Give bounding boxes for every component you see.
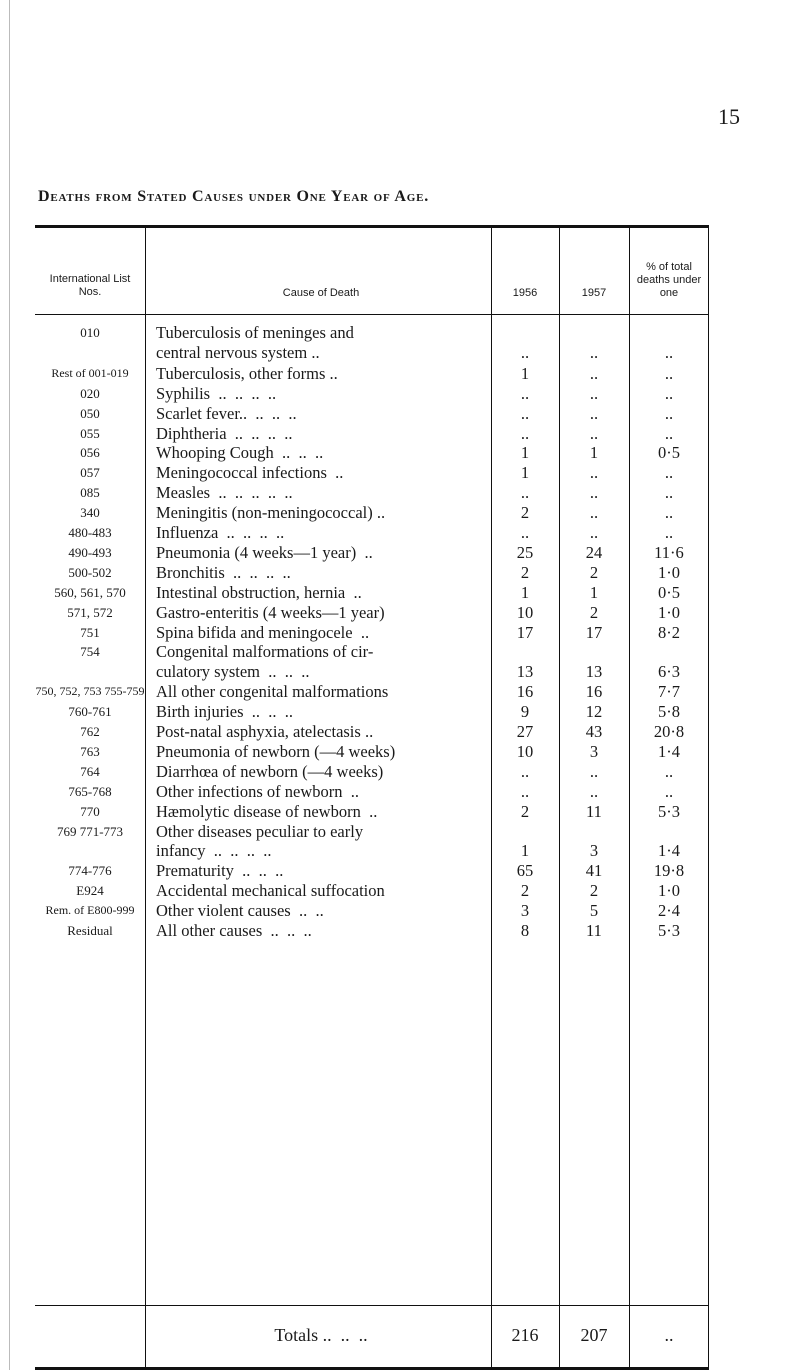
row-percent: .. bbox=[664, 423, 674, 443]
row-1957: 1 bbox=[589, 443, 599, 463]
row-cause: Congenital malformations of cir- bbox=[156, 642, 374, 662]
row-1956: 2 bbox=[520, 881, 530, 901]
header-rule bbox=[35, 314, 709, 315]
row-1956: .. bbox=[520, 761, 530, 781]
row-1957: 2 bbox=[589, 881, 599, 901]
row-cause: central nervous system .. bbox=[156, 342, 320, 362]
row-1957: 2 bbox=[589, 602, 599, 622]
row-1956: 17 bbox=[516, 622, 534, 642]
table-row bbox=[35, 583, 709, 603]
row-cause: Other violent causes .. .. bbox=[156, 901, 324, 921]
row-1956: .. bbox=[520, 523, 530, 542]
table-row bbox=[35, 782, 709, 802]
row-1956: 13 bbox=[516, 662, 534, 682]
row-1956: 9 bbox=[520, 702, 530, 722]
row-1957: 16 bbox=[585, 682, 603, 702]
table-row bbox=[35, 603, 709, 623]
row-percent: .. bbox=[664, 781, 674, 801]
row-code: E924 bbox=[76, 883, 104, 899]
table-row bbox=[35, 563, 709, 583]
row-code: 571, 572 bbox=[67, 604, 113, 620]
row-cause: Accidental mechanical suffocation bbox=[156, 881, 385, 901]
row-1957: .. bbox=[589, 423, 599, 443]
row-code: 010 bbox=[80, 325, 100, 340]
page-edge-line bbox=[9, 0, 10, 1370]
row-cause: culatory system .. .. .. bbox=[156, 662, 310, 682]
row-1957: .. bbox=[589, 463, 599, 483]
row-code: 020 bbox=[80, 385, 100, 401]
row-1957: 11 bbox=[586, 801, 602, 821]
row-code: 751 bbox=[80, 624, 100, 640]
row-cause: Diphtheria .. .. .. .. bbox=[156, 423, 293, 443]
row-code: 760-761 bbox=[68, 704, 112, 720]
row-cause: Other diseases peculiar to early bbox=[156, 821, 364, 841]
table-row bbox=[35, 424, 709, 444]
row-1957: 17 bbox=[585, 622, 603, 642]
row-cause: Tuberculosis of meninges and bbox=[156, 323, 354, 342]
row-cause: Whooping Cough .. .. .. bbox=[156, 443, 324, 463]
row-1956: .. bbox=[520, 483, 530, 503]
row-1956: 2 bbox=[520, 503, 530, 523]
row-1957: 24 bbox=[585, 542, 603, 562]
row-cause: Pneumonia (4 weeks—1 year) .. bbox=[156, 542, 373, 562]
table-row bbox=[35, 901, 709, 921]
row-cause: Prematurity .. .. .. bbox=[156, 861, 284, 881]
row-code: 480-483 bbox=[68, 525, 112, 540]
row-code: 754 bbox=[80, 644, 100, 660]
header-percent: % of total deaths under one bbox=[636, 261, 702, 299]
table-row bbox=[35, 364, 709, 384]
table-row bbox=[35, 722, 709, 742]
table-row bbox=[35, 443, 709, 463]
table-row bbox=[35, 483, 709, 503]
row-cause: Intestinal obstruction, hernia .. bbox=[156, 582, 362, 602]
row-cause: Gastro-enteritis (4 weeks—1 year) bbox=[156, 602, 385, 622]
table-row bbox=[35, 861, 709, 881]
row-cause: infancy .. .. .. .. bbox=[156, 841, 272, 861]
row-percent: 6·3 bbox=[658, 662, 680, 682]
row-cause: Bronchitis .. .. .. .. bbox=[156, 562, 291, 582]
row-percent: .. bbox=[664, 363, 674, 383]
row-percent: .. bbox=[664, 342, 674, 362]
table-row bbox=[35, 543, 709, 563]
row-1956: 1 bbox=[520, 463, 530, 483]
table-row bbox=[35, 762, 709, 782]
row-code: 750, 752, 753 755-759 bbox=[35, 684, 145, 699]
row-code: 055 bbox=[80, 425, 100, 441]
row-code: 769 771-773 bbox=[56, 823, 124, 839]
row-percent: 5·3 bbox=[658, 801, 680, 821]
row-cause: Hæmolytic disease of newborn .. bbox=[156, 801, 378, 821]
row-1956: .. bbox=[520, 423, 530, 443]
row-1957: 3 bbox=[589, 741, 599, 761]
page-number: 15 bbox=[718, 104, 740, 129]
row-code: 056 bbox=[80, 445, 100, 461]
table-row bbox=[35, 682, 709, 702]
row-1956: 1 bbox=[520, 582, 530, 602]
row-cause: Birth injuries .. .. .. bbox=[156, 702, 294, 722]
row-code: 085 bbox=[80, 485, 100, 501]
header-code: International List Nos. bbox=[49, 273, 131, 298]
row-percent: .. bbox=[664, 503, 674, 523]
row-code: 764 bbox=[80, 763, 100, 779]
row-code: 763 bbox=[80, 743, 100, 759]
row-cause: Syphilis .. .. .. .. bbox=[156, 383, 277, 403]
row-code: 057 bbox=[80, 465, 100, 481]
totals-percent: .. bbox=[664, 1325, 674, 1345]
table-row bbox=[35, 881, 709, 901]
row-percent: .. bbox=[664, 403, 674, 423]
row-1956: 1 bbox=[520, 363, 530, 383]
row-percent: .. bbox=[664, 761, 674, 781]
row-code: Residual bbox=[67, 923, 113, 938]
row-1956: 25 bbox=[516, 542, 534, 562]
row-code: 340 bbox=[80, 505, 100, 521]
row-percent: .. bbox=[664, 523, 674, 542]
row-cause: Meningococcal infections .. bbox=[156, 463, 344, 483]
row-1957: .. bbox=[589, 781, 599, 801]
totals-1956: 216 bbox=[511, 1325, 539, 1345]
row-1957: 5 bbox=[589, 901, 599, 921]
row-1956: .. bbox=[520, 342, 530, 362]
row-1957: 41 bbox=[585, 861, 603, 881]
row-percent: 7·7 bbox=[658, 682, 680, 702]
row-percent: 8·2 bbox=[658, 622, 680, 642]
table-row bbox=[35, 822, 709, 862]
row-1956: 1 bbox=[520, 841, 530, 861]
row-1956: 65 bbox=[516, 861, 534, 881]
table-row bbox=[35, 802, 709, 822]
row-percent: 1·0 bbox=[658, 881, 680, 901]
row-percent: 20·8 bbox=[653, 722, 685, 741]
row-code: 774-776 bbox=[68, 863, 112, 879]
row-1956: 27 bbox=[516, 722, 534, 741]
table-row bbox=[35, 323, 709, 363]
row-code: 765-768 bbox=[68, 783, 112, 799]
row-cause: Tuberculosis, other forms .. bbox=[156, 363, 338, 383]
row-1957: 11 bbox=[586, 921, 602, 940]
row-percent: 19·8 bbox=[653, 861, 685, 881]
row-cause: Influenza .. .. .. .. bbox=[156, 523, 285, 542]
row-percent: 2·4 bbox=[658, 901, 680, 921]
table-row bbox=[35, 742, 709, 762]
row-1957: 43 bbox=[585, 722, 603, 741]
row-percent: 0·5 bbox=[658, 582, 680, 602]
row-percent: 5·8 bbox=[658, 702, 680, 722]
totals-1957: 207 bbox=[580, 1325, 608, 1345]
row-percent: 5·3 bbox=[658, 921, 680, 940]
table-row bbox=[35, 404, 709, 424]
row-1957: 1 bbox=[589, 582, 599, 602]
row-1956: 3 bbox=[520, 901, 530, 921]
row-1956: .. bbox=[520, 403, 530, 423]
row-code: 762 bbox=[80, 724, 100, 739]
row-1956: 2 bbox=[520, 801, 530, 821]
row-code: 560, 561, 570 bbox=[54, 584, 126, 600]
table-row bbox=[35, 503, 709, 523]
row-1957: 3 bbox=[589, 841, 599, 861]
row-percent: .. bbox=[664, 463, 674, 483]
row-1957: 13 bbox=[585, 662, 603, 682]
row-percent: 1·4 bbox=[658, 841, 680, 861]
table-row bbox=[35, 921, 709, 941]
row-cause: Spina bifida and meningocele .. bbox=[156, 622, 370, 642]
row-1957: .. bbox=[589, 403, 599, 423]
row-1957: 2 bbox=[589, 562, 599, 582]
row-1956: 2 bbox=[520, 562, 530, 582]
totals-label: Totals .. .. .. bbox=[274, 1325, 368, 1345]
row-code: 050 bbox=[80, 405, 100, 421]
row-cause: Measles .. .. .. .. .. bbox=[156, 483, 293, 503]
row-cause: Post-natal asphyxia, atelectasis .. bbox=[156, 722, 374, 741]
row-code: Rem. of E800-999 bbox=[45, 903, 135, 918]
row-1957: .. bbox=[589, 383, 599, 403]
mortality-table bbox=[35, 225, 709, 1372]
table-row bbox=[35, 523, 709, 543]
row-code: 770 bbox=[80, 803, 100, 819]
table-row bbox=[35, 623, 709, 643]
row-cause: All other congenital malformations bbox=[156, 682, 389, 702]
table-row bbox=[35, 463, 709, 483]
row-cause: All other causes .. .. .. bbox=[156, 921, 312, 940]
totals-rule bbox=[35, 1305, 709, 1306]
header-1956: 1956 bbox=[512, 287, 538, 299]
row-code: Rest of 001-019 bbox=[51, 365, 129, 380]
row-1956: 1 bbox=[520, 443, 530, 463]
header-1957: 1957 bbox=[581, 287, 607, 299]
row-code: 500-502 bbox=[68, 564, 112, 580]
row-1957: .. bbox=[589, 342, 599, 362]
row-1956: .. bbox=[520, 383, 530, 403]
row-code: 490-493 bbox=[68, 544, 112, 560]
row-cause: Other infections of newborn .. bbox=[156, 781, 359, 801]
row-1956: 10 bbox=[516, 741, 534, 761]
header-cause: Cause of Death bbox=[282, 287, 360, 299]
row-1957: .. bbox=[589, 363, 599, 383]
row-percent: 1·0 bbox=[658, 562, 680, 582]
page-title: Deaths from Stated Causes under One Year of Age. bbox=[38, 188, 430, 205]
row-percent: 1·4 bbox=[658, 741, 680, 761]
row-percent: 1·0 bbox=[658, 602, 680, 622]
row-1957: .. bbox=[589, 523, 599, 542]
table-row bbox=[35, 702, 709, 722]
row-percent: 11·6 bbox=[654, 542, 684, 562]
row-1956: 10 bbox=[516, 602, 534, 622]
row-percent: .. bbox=[664, 383, 674, 403]
row-1956: 16 bbox=[516, 682, 534, 702]
row-1957: .. bbox=[589, 503, 599, 523]
row-cause: Meningitis (non-meningococcal) .. bbox=[156, 503, 386, 523]
row-1957: 12 bbox=[585, 702, 603, 722]
row-cause: Scarlet fever.. .. .. .. bbox=[156, 403, 297, 423]
row-percent: 0·5 bbox=[658, 443, 680, 463]
row-percent: .. bbox=[664, 483, 674, 503]
row-1956: 8 bbox=[520, 921, 530, 940]
row-1956: .. bbox=[520, 781, 530, 801]
top-rule bbox=[35, 225, 709, 228]
table-row bbox=[35, 384, 709, 404]
row-cause: Diarrhœa of newborn (—4 weeks) bbox=[156, 761, 384, 781]
row-1957: .. bbox=[589, 761, 599, 781]
row-1957: .. bbox=[589, 483, 599, 503]
row-cause: Pneumonia of newborn (—4 weeks) bbox=[156, 741, 396, 761]
table-row bbox=[35, 642, 709, 682]
